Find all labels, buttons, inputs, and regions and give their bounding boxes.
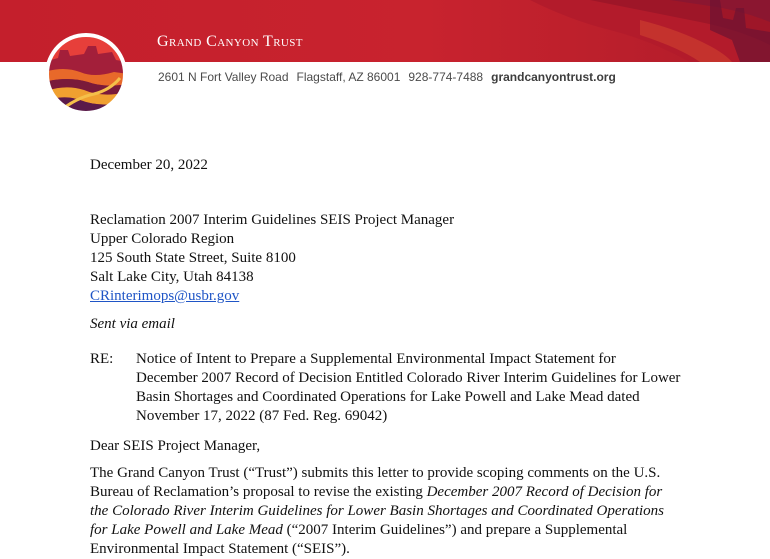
recipient-region: Upper Colorado Region (90, 231, 235, 247)
city-state-zip: Flagstaff, AZ 86001 (296, 70, 401, 84)
re-label: RE: (90, 351, 114, 367)
recipient-city: Salt Lake City, Utah 84138 (90, 269, 254, 285)
canyon-illustration (440, 0, 770, 62)
letter-body (90, 464, 680, 559)
body-text-continued: (“2007 Interim Guidelines”) and prepare a Supplemental Environmental Impact Statement (“SEIS”). (90, 522, 628, 557)
phone-number: 928-774-7488 (408, 70, 484, 84)
street-address: 2601 N Fort Valley Road (158, 70, 289, 84)
recipient-block (90, 211, 454, 306)
salutation: Dear SEIS Project Manager, (90, 438, 261, 454)
body-text: The Grand Canyon Trust (“Trust”) submits this letter to provide scoping comments on the U.S. Bureau of Reclamation’s proposal to revise the existing (90, 465, 661, 500)
recipient-title: Reclamation 2007 Interim Guidelines SEIS Project Manager (90, 212, 455, 228)
letterhead-address (158, 70, 616, 84)
organization-name: Grand Canyon Trust (157, 33, 303, 50)
delivery-method: Sent via email (90, 316, 175, 332)
body-italic-title: December 2007 Record of Decision for the Colorado River Interim Guidelines for Lower Basin Shortages and Coordinated Operations for Lake Powell and Lake Mead (90, 484, 665, 538)
website-link[interactable]: grandcanyontrust.org (491, 70, 616, 84)
re-subject: Notice of Intent to Prepare a Supplemental Environmental Impact Statement for December 2007 Record of Decision Entitled Colorado River Interim Guidelines for Lower Basin Shortages and Coordinated Operations for Lake Powell and Lake Mead dated November 17, 2022 (87 Fed. Reg. 69042) (136, 351, 681, 424)
recipient-email-link[interactable]: CRinterimops@usbr.gov (90, 288, 240, 304)
recipient-street: 125 South State Street, Suite 8100 (90, 250, 296, 266)
letter-date: December 20, 2022 (90, 157, 208, 173)
body-paragraph (90, 464, 680, 559)
grand-canyon-logo (44, 32, 128, 116)
